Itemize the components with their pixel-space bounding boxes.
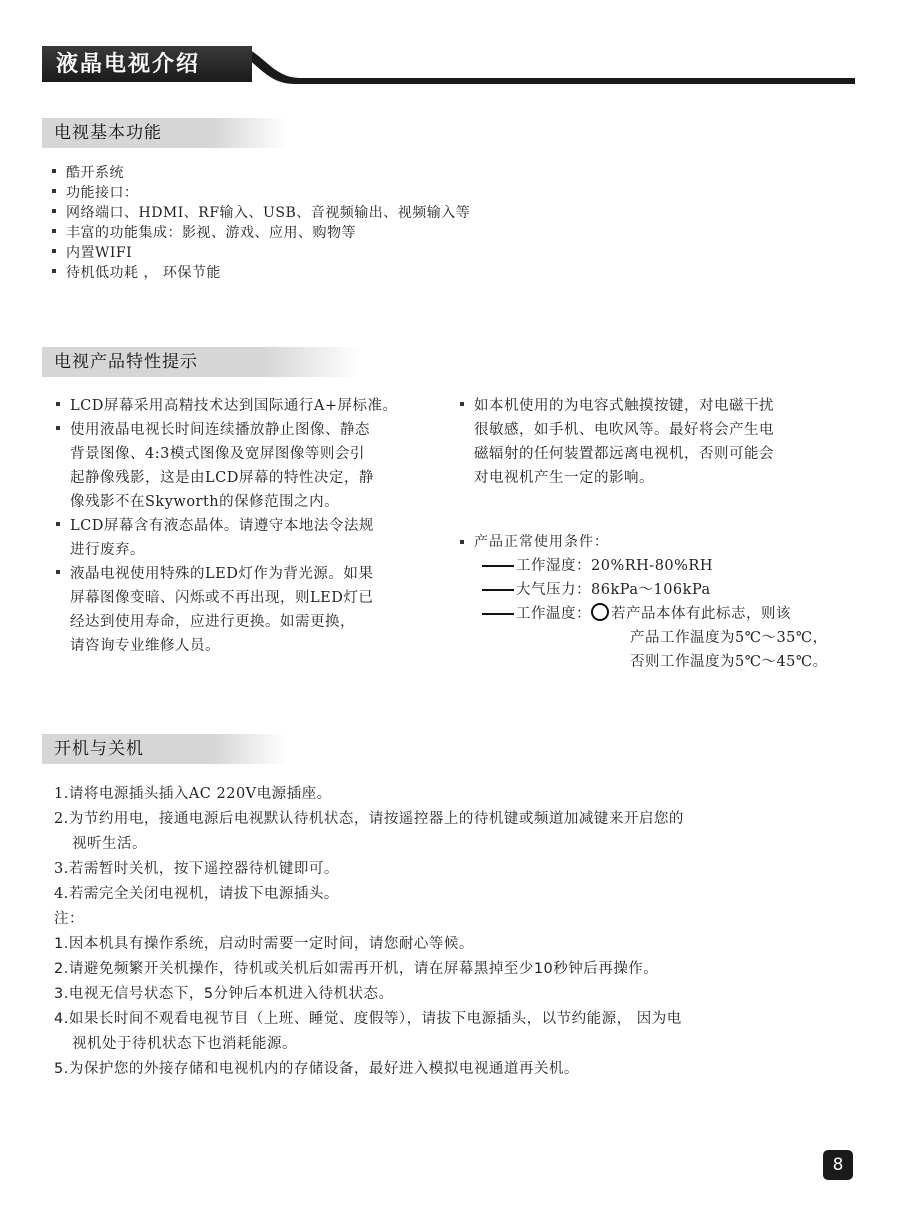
page-number: 8 [823,1150,853,1180]
note-item: 4.如果长时间不观看电视节目（上班、睡觉、度假等），请拔下电源插头，以节约能源， 因为电 [54,1011,682,1027]
note-item-continued: 视机处于待机状态下也消耗能源。 [72,1036,297,1052]
list-item: 网络端口、HDMI、RF输入、USB、音视频输出、视频输入等 [52,203,470,223]
note-item: 5.为保护您的外接存储和电视机内的存储设备，最好进入模拟电视通道再关机。 [54,1061,579,1077]
list-item: LCD屏幕采用高精技术达到国际通行A+屏标准。 [56,394,397,418]
step-item: 2.为节约用电，接通电源后电视默认待机状态，请按遥控器上的待机键或频道加减键来开启您的 [54,811,684,827]
features-left-column [56,394,397,658]
header-rule [200,44,860,86]
section-title-power-on-off: 开机与关机 [42,734,287,764]
list-item: 待机低功耗 ， 环保节能 [52,263,470,283]
note-item: 1.因本机具有操作系统，启动时需要一定时间，请您耐心等候。 [54,936,474,952]
usage-conditions [460,530,828,674]
step-item: 4.若需完全关闭电视机，请拔下电源插头。 [54,886,339,902]
list-item: 内置WIFI [52,243,470,263]
list-item: 液晶电视使用特殊的LED灯作为背光源。如果 屏幕图像变暗、闪烁或不再出现，则LED灯已 经达到使用寿命，应进行更换。如需更换， 请咨询专业维修人员。 [56,562,397,658]
features-right-column [460,394,774,490]
note-label: 注： [54,911,84,927]
list-item: 功能接口： [52,183,470,203]
list-item: LCD屏幕含有液态晶体。请遵守本地法令法规 进行废弃。 [56,514,397,562]
list-item: 使用液晶电视长时间连续播放静止图像、静态 背景图像、4:3模式图像及宽屏图像等则会引 起静像残影，这是由LCD屏幕的特性决定，静 像残影不在Skyworth的保修范围之内。 [56,418,397,514]
no-touch-mark-icon [591,603,609,621]
power-steps [54,782,684,1082]
section-title-basic-functions: 电视基本功能 [42,118,287,148]
temperature-condition: 工作温度： 若产品本体有此标志，则该 [460,602,828,626]
temperature-condition-line: 产品工作温度为5℃～35℃， [630,630,828,646]
list-item: 如本机使用的为电容式触摸按键，对电磁干扰 很敏感，如手机、电吹风等。最好将会产生电 磁辐射的任何装置都远离电视机，否则可能会 对电视机产生一定的影响。 [460,394,774,490]
list-item: 丰富的功能集成：影视、游戏、应用、购物等 [52,223,470,243]
temperature-condition-line: 否则工作温度为5℃～45℃。 [630,654,828,670]
pressure-condition: 大气压力：86kPa～106kPa [460,578,828,602]
note-item: 2.请避免频繁开关机操作，待机或关机后如需再开机，请在屏幕黑掉至少10秒钟后再操作。 [54,961,659,977]
usage-conditions-title: 产品正常使用条件： [460,530,828,554]
humidity-condition: 工作湿度：20%RH-80%RH [460,554,828,578]
basic-functions-list [52,163,470,283]
step-item: 3.若需暂时关机，按下遥控器待机键即可。 [54,861,339,877]
step-item-continued: 视听生活。 [72,836,147,852]
list-item: 酷开系统 [52,163,470,183]
note-item: 3.电视无信号状态下，5分钟后本机进入待机状态。 [54,986,394,1002]
section-title-product-features: 电视产品特性提示 [42,347,360,377]
step-item: 1.请将电源插头插入AC 220V电源插座。 [54,786,332,802]
page-header-title: 液晶电视介绍 [42,46,252,82]
